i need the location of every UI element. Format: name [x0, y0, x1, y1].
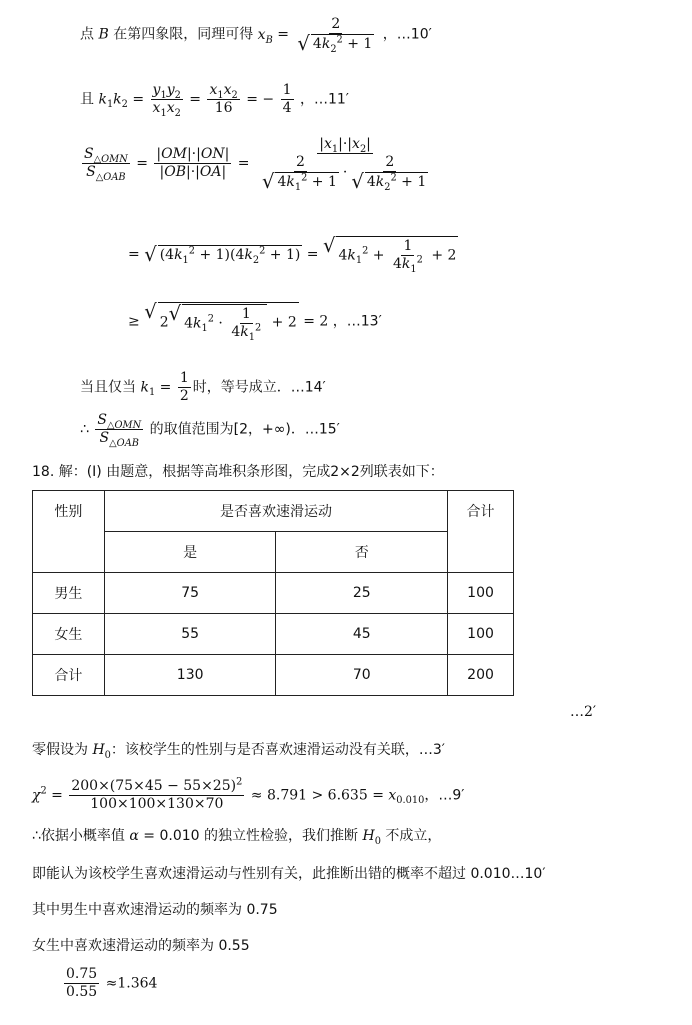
q18-intro: 18. 解：(Ⅰ) 由题意，根据等高堆积条形图，完成2×2列联表如下：	[32, 464, 444, 480]
score-mark: ，…10′	[382, 26, 432, 43]
score-mark: ，…11′	[299, 91, 349, 108]
header-like: 是否喜欢速滑运动	[104, 491, 447, 532]
cell-yes: 75	[104, 573, 276, 614]
text: 在第四象限，同理可得	[113, 26, 254, 43]
row-label: 女生	[33, 614, 105, 655]
header-total: 合计	[448, 491, 514, 532]
cell-no: 45	[276, 614, 448, 655]
contingency-table	[32, 490, 514, 696]
line-chi-square: $\chi^2$ = $\frac{200\times(75\times 45 - 55\times 25)^2}{100\times 100\times 130\times 70}$ ≈ $8.791 > 6.635 = x_{0.010}$，…9′	[32, 776, 465, 812]
line-k1k2: 且 $k_1k_2$ = $\frac{y_1y_2}{x_1x_2}$ = $\frac{x_1x_2}{16}$ = − $\frac{1}{4}$ ，…11′	[80, 82, 349, 119]
ratio-denominator: 0.55	[66, 983, 98, 1000]
math: $x_B$	[257, 26, 273, 46]
header-yes: 是	[104, 532, 276, 573]
line-area-ratio: $\frac{S_{\triangle OMN}}{S_{\triangle OAB}}$ = $\frac{|OM|\cdot|ON|}{|OB|\cdot|OA|}$ = $|x_1|\cdot|x_2|$ 2 √ $4k_1^2 + 1$ · 2 √ $4k_2^2 + 1$	[84, 136, 427, 193]
row-label: 合计	[33, 655, 105, 696]
text: ∴依据小概率值	[32, 828, 125, 844]
cell-no: 70	[276, 655, 448, 696]
cell-yes: 130	[104, 655, 276, 696]
line-null-hypothesis: 零假设为 $H_0$：该校学生的性别与是否喜欢速滑运动没有关联，…3′	[32, 742, 445, 761]
line-inference: ∴依据小概率值 α = 0.010 的独立性检验，我们推断 $H_0$ 不成立，	[32, 828, 442, 847]
line-inequality: ≥ √ 2 √ $4k_1^2$ · $\frac{1}{4k_1^2}$ + 2 = 2 ，…13′	[128, 300, 382, 343]
text: 当且仅当	[80, 379, 136, 396]
cell-total: 200	[448, 655, 514, 696]
text: = 0.010 的独立性检验，我们推断	[143, 828, 359, 844]
text: 零假设为	[32, 742, 88, 758]
line-ratio	[62, 966, 157, 1001]
ratio-fraction	[64, 966, 99, 1001]
table-row	[33, 655, 514, 696]
ratio-numerator: 0.75	[66, 966, 98, 982]
row-label: 男生	[33, 573, 105, 614]
ratio-value: ≈1.364	[105, 975, 158, 992]
cell-total: 100	[448, 614, 514, 655]
cell-yes: 55	[104, 614, 276, 655]
text: 的取值范围为[2，+∞)．…15′	[149, 421, 340, 438]
line-female-frequency: 女生中喜欢速滑运动的频率为 0.55	[32, 938, 250, 954]
line-sqrt-product: = √ $(4k_1^2 + 1)(4k_2^2 + 1)$ = √ $4k_1^2$ + $\frac{1}{4k_1^2}$ + 2	[128, 234, 457, 275]
text: 时，等号成立．…14′	[192, 379, 326, 396]
table-row	[33, 614, 514, 655]
score-mark-2: …2′	[570, 704, 597, 720]
line-conclusion: 即能认为该校学生喜欢速滑运动与性别有关，此推断出错的概率不超过 0.010…10′	[32, 866, 546, 882]
math: B	[98, 26, 109, 43]
line-xb: 点 B 在第四象限，同理可得 $x_B$ = 2 √ $4k_2^2 + 1$ ，…10′	[80, 16, 432, 55]
header-no: 否	[276, 532, 448, 573]
line-range: ∴ $\frac{S_{\triangle OMN}}{S_{\triangle OAB}}$ 的取值范围为[2，+∞)．…15′	[80, 412, 340, 449]
line-equality: 当且仅当 $k_1$ = $\frac{1}{2}$ 时，等号成立．…14′	[80, 370, 326, 404]
text: ：该校学生的性别与是否喜欢速滑运动没有关联，…3′	[110, 742, 445, 758]
text: ，…9′	[424, 787, 465, 804]
header-gender: 性别	[33, 491, 105, 532]
cell-total: 100	[448, 573, 514, 614]
table-row	[33, 573, 514, 614]
fraction: 2 √ $4k_2^2 + 1$	[297, 16, 373, 55]
text: 不成立，	[385, 828, 442, 844]
text: 且	[80, 91, 94, 108]
therefore: ∴	[80, 421, 89, 438]
score-mark: ，…13′	[332, 313, 382, 330]
line-male-frequency: 其中男生中喜欢速滑运动的频率为 0.75	[32, 902, 278, 918]
cell-no: 25	[276, 573, 448, 614]
text: 点	[80, 26, 94, 43]
